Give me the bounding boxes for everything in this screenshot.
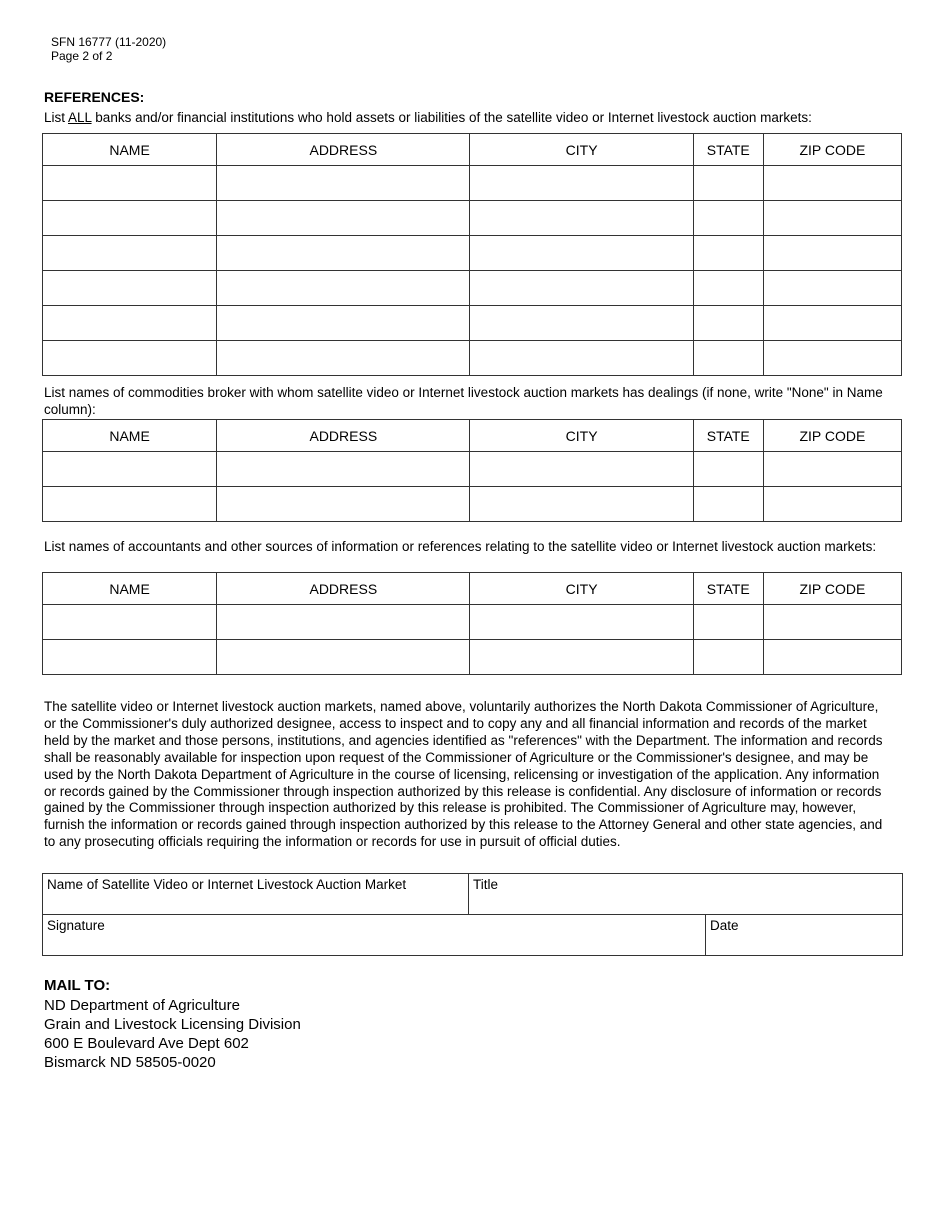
col-city-header: CITY (470, 420, 693, 452)
table-row (43, 306, 902, 341)
state-cell[interactable] (693, 640, 763, 675)
commodities-table (42, 419, 902, 522)
col-city-header: CITY (470, 134, 693, 166)
title-label: Title (473, 877, 499, 892)
zip-cell[interactable] (763, 487, 901, 522)
accountants-table (42, 572, 902, 675)
table-header-row (43, 420, 902, 452)
col-address-header: ADDRESS (217, 573, 470, 605)
page-number: Page 2 of 2 (51, 49, 113, 63)
all-emphasis: ALL (68, 110, 92, 125)
zip-cell[interactable] (763, 640, 901, 675)
address-cell[interactable] (217, 640, 470, 675)
col-name-header: NAME (43, 573, 217, 605)
address-cell[interactable] (217, 271, 470, 306)
date-field[interactable] (706, 915, 903, 956)
table-row (43, 640, 902, 675)
table-row (43, 271, 902, 306)
table-row (43, 236, 902, 271)
banks-table (42, 133, 902, 376)
city-cell[interactable] (470, 487, 693, 522)
title-field[interactable] (469, 874, 903, 915)
zip-cell[interactable] (763, 271, 901, 306)
city-cell[interactable] (470, 166, 693, 201)
name-cell[interactable] (43, 166, 217, 201)
mail-to-heading: MAIL TO: (44, 977, 111, 994)
city-cell[interactable] (470, 605, 693, 640)
table-row (43, 166, 902, 201)
name-cell[interactable] (43, 306, 217, 341)
name-cell[interactable] (43, 201, 217, 236)
zip-cell[interactable] (763, 236, 901, 271)
col-name-header: NAME (43, 134, 217, 166)
release-authorization-text: The satellite video or Internet livestock auction markets, named above, voluntarily authorizes the North Dakota Commissioner of Agriculture, or the Commissioner's duly authorized designee, access to inspect and to copy any and all financial information and records of the market held by the market and those persons, institutions, and agencies identified as "references" with the Department. The information and records shall be reasonably available for inspection upon request of the Commissioner of Agriculture or the Commissioner's designee, and may be used by the North Dakota Department of Agriculture in the course of licensing, relicensing or investigation of the application. Any information or records gained by the Commissioner through inspection authorized by this release is confidential. Any disclosure of information or records gained by the Commissioner through inspection authorized by this release is prohibited. The Commissioner of Agriculture may, however, furnish the information or records gained through inspection authorized by this release to the Attorney General and other state agencies, and to any prosecuting officials requiring the information or records for use in pursuit of official duties. (44, 699, 883, 850)
market-name-label: Name of Satellite Video or Internet Livestock Auction Market (47, 877, 407, 892)
col-state-header: STATE (693, 134, 763, 166)
name-cell[interactable] (43, 640, 217, 675)
mail-address-line: Grain and Livestock Licensing Division (44, 1016, 301, 1033)
name-cell[interactable] (43, 236, 217, 271)
address-cell[interactable] (217, 236, 470, 271)
state-cell[interactable] (693, 487, 763, 522)
col-zip-header: ZIP CODE (763, 420, 901, 452)
state-cell[interactable] (693, 166, 763, 201)
signature-block (42, 873, 903, 956)
address-cell[interactable] (217, 166, 470, 201)
city-cell[interactable] (470, 640, 693, 675)
city-cell[interactable] (470, 306, 693, 341)
col-name-header: NAME (43, 420, 217, 452)
zip-cell[interactable] (763, 605, 901, 640)
signature-label: Signature (47, 918, 105, 933)
table-row (43, 487, 902, 522)
address-cell[interactable] (217, 452, 470, 487)
col-address-header: ADDRESS (217, 420, 470, 452)
city-cell[interactable] (470, 452, 693, 487)
state-cell[interactable] (693, 271, 763, 306)
zip-cell[interactable] (763, 201, 901, 236)
address-cell[interactable] (217, 605, 470, 640)
address-cell[interactable] (217, 306, 470, 341)
city-cell[interactable] (470, 236, 693, 271)
commodities-instruction: List names of commodities broker with whom satellite video or Internet livestock auction markets has dealings (if none, write "None" in Name column): (44, 385, 883, 417)
city-cell[interactable] (470, 201, 693, 236)
table-row (43, 341, 902, 376)
state-cell[interactable] (693, 605, 763, 640)
zip-cell[interactable] (763, 341, 901, 376)
date-label: Date (710, 918, 739, 933)
zip-cell[interactable] (763, 166, 901, 201)
zip-cell[interactable] (763, 452, 901, 487)
banks-instruction: List ALL banks and/or financial institutions who hold assets or liabilities of the satellite video or Internet livestock auction markets: (44, 110, 812, 125)
references-heading: REFERENCES: (44, 89, 145, 105)
state-cell[interactable] (693, 452, 763, 487)
accountants-instruction: List names of accountants and other sources of information or references relating to the satellite video or Internet livestock auction markets: (44, 539, 877, 554)
zip-cell[interactable] (763, 306, 901, 341)
form-number: SFN 16777 (11-2020) (51, 35, 167, 49)
address-cell[interactable] (217, 487, 470, 522)
col-address-header: ADDRESS (217, 134, 470, 166)
col-zip-header: ZIP CODE (763, 573, 901, 605)
mail-address-line: Bismarck ND 58505-0020 (44, 1054, 216, 1071)
col-state-header: STATE (693, 420, 763, 452)
form-identifier (51, 35, 166, 63)
name-cell[interactable] (43, 452, 217, 487)
table-row (43, 201, 902, 236)
name-cell[interactable] (43, 271, 217, 306)
col-city-header: CITY (470, 573, 693, 605)
col-zip-header: ZIP CODE (763, 134, 901, 166)
name-cell[interactable] (43, 341, 217, 376)
signature-field[interactable] (43, 915, 706, 956)
table-row (43, 605, 902, 640)
market-name-field[interactable] (43, 874, 469, 915)
table-header-row (43, 573, 902, 605)
address-cell[interactable] (217, 201, 470, 236)
mail-address-line: ND Department of Agriculture (44, 997, 240, 1014)
state-cell[interactable] (693, 201, 763, 236)
col-state-header: STATE (693, 573, 763, 605)
address-cell[interactable] (217, 341, 470, 376)
state-cell[interactable] (693, 341, 763, 376)
state-cell[interactable] (693, 236, 763, 271)
table-row (43, 452, 902, 487)
table-header-row (43, 134, 902, 166)
state-cell[interactable] (693, 306, 763, 341)
name-cell[interactable] (43, 487, 217, 522)
name-cell[interactable] (43, 605, 217, 640)
mail-address-line: 600 E Boulevard Ave Dept 602 (44, 1035, 249, 1052)
city-cell[interactable] (470, 271, 693, 306)
city-cell[interactable] (470, 341, 693, 376)
